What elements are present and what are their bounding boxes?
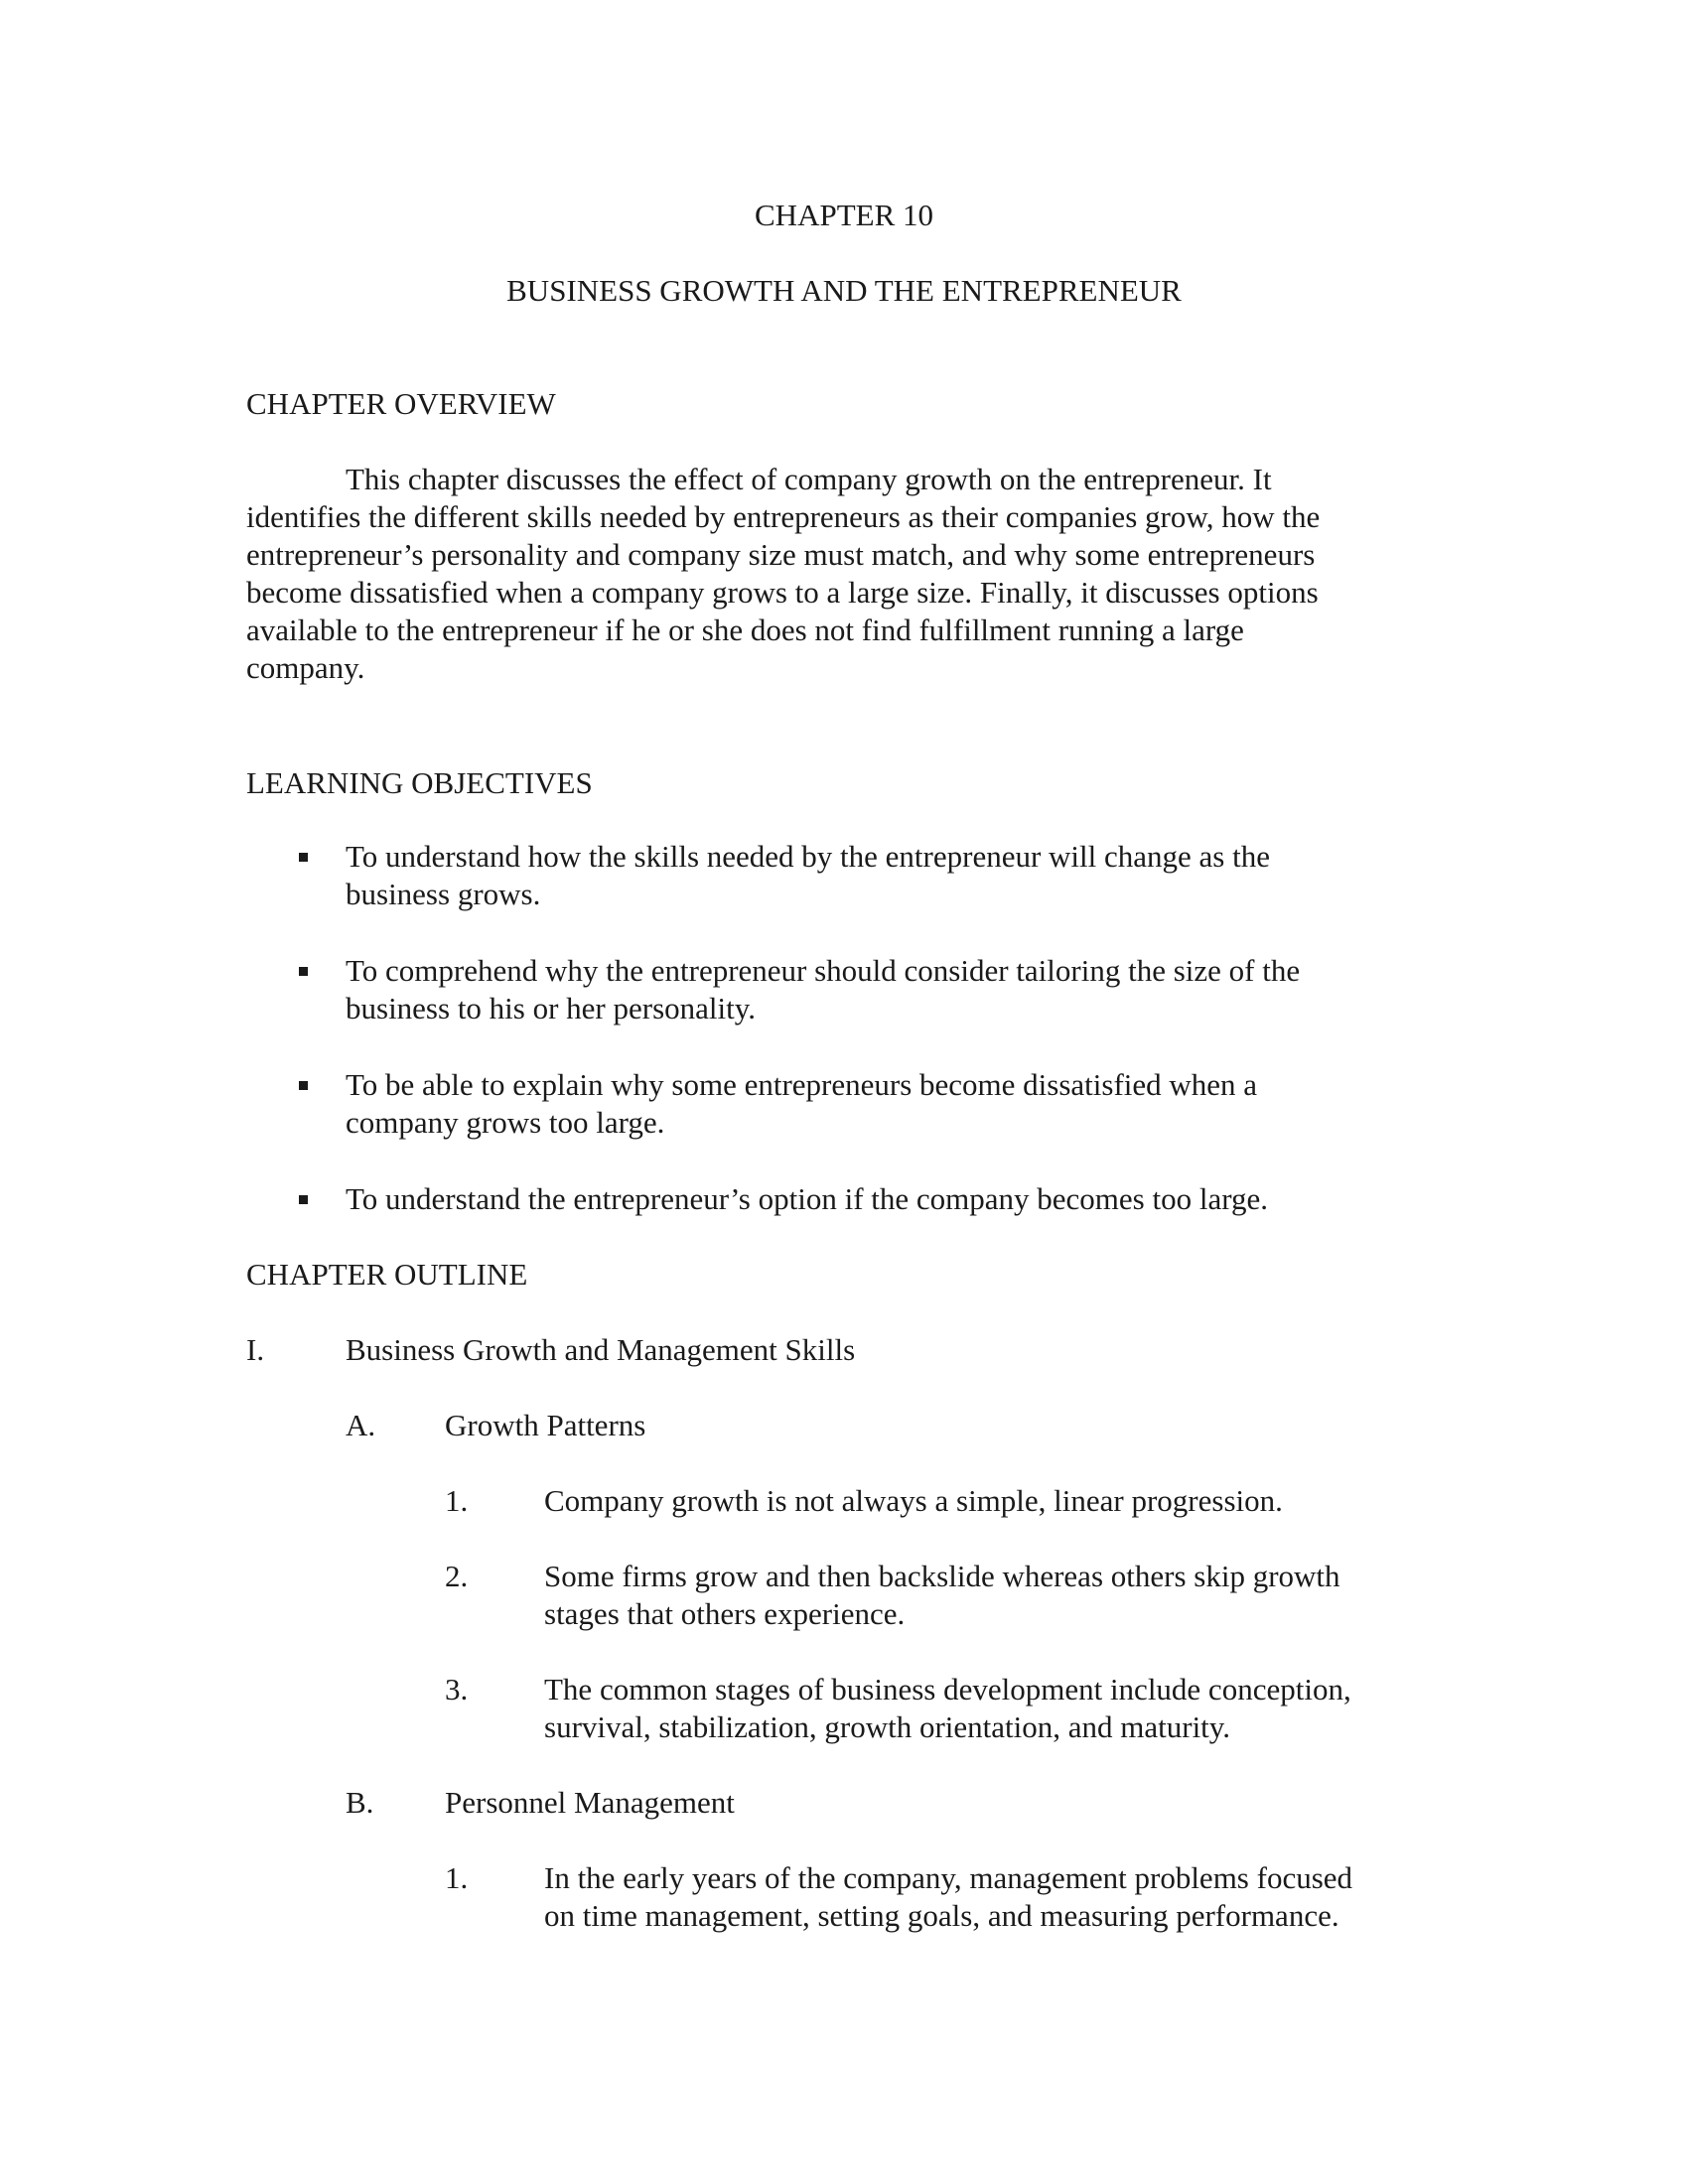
outline-subsection-title: Personnel Management: [445, 1785, 735, 1820]
outline-item-line: In the early years of the company, management problems focused: [544, 1860, 1353, 1895]
bullet-icon: [299, 967, 308, 976]
outline-marker-A3: 3.: [445, 1672, 469, 1706]
objective-line: business to his or her personality.: [346, 991, 756, 1025]
bullet-icon: [299, 853, 308, 862]
overview-line: This chapter discusses the effect of company growth on the entrepreneur. It: [346, 462, 1272, 496]
objectives-heading: LEARNING OBJECTIVES: [246, 765, 593, 800]
objective-line: To understand the entrepreneur’s option if the company becomes too large.: [346, 1181, 1268, 1216]
outline-item-text: [544, 1671, 1688, 1746]
outline-item-text: [544, 1859, 1688, 1935]
objective-line: To understand how the skills needed by the entrepreneur will change as the: [346, 839, 1270, 874]
overview-line: company.: [246, 650, 365, 685]
objective-line: To be able to explain why some entrepreneurs become dissatisfied when a: [346, 1067, 1258, 1102]
overview-line: entrepreneur’s personality and company size must match, and why some entrepreneurs: [246, 537, 1316, 572]
outline-marker-B1: 1.: [445, 1860, 469, 1895]
overview-heading: CHAPTER OVERVIEW: [246, 386, 556, 421]
overview-line: become dissatisfied when a company grows to a large size. Finally, it discusses options: [246, 575, 1319, 610]
overview-line: available to the entrepreneur if he or she does not find fulfillment running a large: [246, 613, 1244, 647]
bullet-icon: [299, 1195, 308, 1204]
outline-item-line: The common stages of business development include conception,: [544, 1672, 1351, 1706]
outline-item-line: survival, stabilization, growth orientation, and maturity.: [544, 1709, 1231, 1744]
overview-paragraph: [246, 461, 1418, 687]
outline-marker-A1: 1.: [445, 1483, 469, 1518]
outline-item-text: [544, 1482, 1688, 1520]
outline-item-line: Company growth is not always a simple, linear progression.: [544, 1483, 1283, 1518]
outline-item-line: Some firms grow and then backslide whereas others skip growth: [544, 1559, 1340, 1593]
chapter-title: BUSINESS GROWTH AND THE ENTREPRENEUR: [506, 273, 1182, 308]
objective-text: [346, 952, 1517, 1027]
outline-item-line: on time management, setting goals, and measuring performance.: [544, 1898, 1339, 1933]
outline-marker-B: B.: [346, 1785, 374, 1820]
objective-text: [346, 1066, 1517, 1142]
outline-marker-A2: 2.: [445, 1559, 469, 1593]
outline-marker-A: A.: [346, 1408, 376, 1442]
outline-heading: CHAPTER OUTLINE: [246, 1257, 528, 1292]
chapter-number: CHAPTER 10: [755, 198, 933, 232]
objective-line: To comprehend why the entrepreneur should consider tailoring the size of the: [346, 953, 1301, 988]
objective-line: company grows too large.: [346, 1105, 665, 1140]
outline-marker-I: I.: [246, 1332, 265, 1367]
outline-section-title: Business Growth and Management Skills: [346, 1332, 856, 1367]
overview-line: identifies the different skills needed by entrepreneurs as their companies grow, how the: [246, 499, 1321, 534]
objective-line: business grows.: [346, 877, 541, 911]
outline-subsection-title: Growth Patterns: [445, 1408, 646, 1442]
bullet-icon: [299, 1081, 308, 1090]
objective-text: [346, 1180, 1517, 1218]
objective-text: [346, 838, 1517, 913]
outline-item-line: stages that others experience.: [544, 1596, 906, 1631]
outline-item-text: [544, 1558, 1688, 1633]
